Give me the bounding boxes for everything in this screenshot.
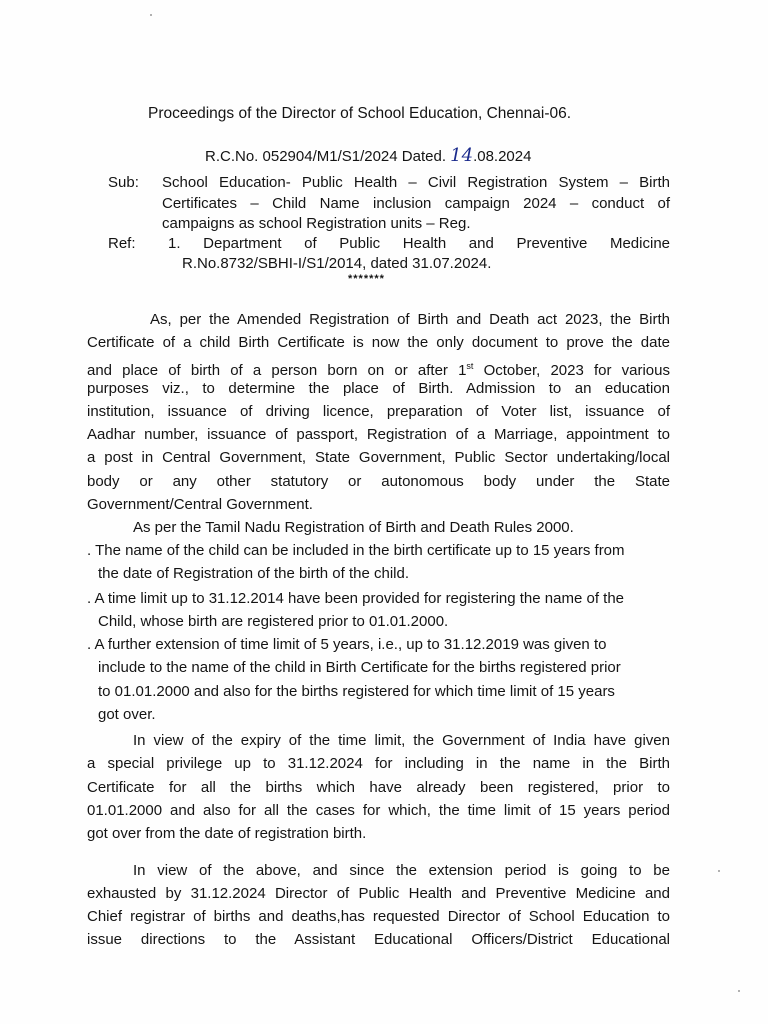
paragraph-line: In view of the above, and since the extension period is going to be	[133, 862, 670, 879]
paragraph-line: body or any other statutory or autonomous body under the State	[87, 473, 670, 490]
paragraph-line: As, per the Amended Registration of Birth and Death act 2023, the Birth	[150, 311, 670, 328]
paragraph-line: In view of the expiry of the time limit, the Government of India have given	[133, 732, 670, 749]
paragraph-line	[87, 356, 670, 381]
superscript: st	[466, 361, 474, 371]
rules-intro: As per the Tamil Nadu Registration of Birth and Death Rules 2000.	[133, 519, 574, 536]
paragraph-line: got over from the date of registration birth.	[87, 825, 367, 842]
subject-line: campaigns as school Registration units – Reg.	[162, 215, 471, 232]
scan-speck	[738, 990, 740, 992]
bullet-line: . A time limit up to 31.12.2014 have been provided for registering the name of the	[87, 590, 625, 607]
paragraph-line: purposes viz., to determine the place of Birth. Admission to an education	[87, 380, 670, 397]
paragraph-line: institution, issuance of driving licence, preparation of Voter list, issuance of	[87, 403, 670, 420]
scan-speck	[150, 14, 152, 16]
bullet-line: to 01.01.2000 and also for the births registered for which time limit of 15 years	[98, 683, 615, 700]
subject-line: School Education- Public Health – Civil Registration System – Birth	[162, 174, 670, 191]
bullet-line: . The name of the child can be included in the birth certificate up to 15 years from	[87, 542, 625, 559]
reference-number	[205, 146, 531, 167]
paragraph-line: Certificate of a child Birth Certificate is now the only document to prove the date	[87, 334, 670, 351]
paragraph-text: and place of birth of a person born on or after 1	[87, 362, 467, 379]
subject-label: Sub:	[108, 174, 139, 191]
document-title: Proceedings of the Director of School Education, Chennai-06.	[148, 105, 572, 122]
rc-number-suffix: .08.2024	[473, 148, 532, 165]
paragraph-line: issue directions to the Assistant Educational Officers/District Educational	[87, 931, 670, 948]
bullet-line: Child, whose birth are registered prior to 01.01.2000.	[98, 613, 449, 630]
paragraph-line: Aadhar number, issuance of passport, Registration of a Marriage, appointment to	[87, 426, 670, 443]
reference-label: Ref:	[108, 235, 136, 252]
handwritten-day: 14	[450, 145, 474, 166]
bullet-line: got over.	[98, 706, 156, 723]
paragraph-line: 01.01.2000 and also for all the cases for which, the time limit of 15 years period	[87, 802, 670, 819]
scan-speck	[718, 870, 720, 872]
paragraph-line: exhausted by 31.12.2024 Director of Public Health and Preventive Medicine and	[87, 885, 670, 902]
bullet-line: . A further extension of time limit of 5 years, i.e., up to 31.12.2019 was given to	[87, 636, 607, 653]
bullet-line: include to the name of the child in Birth Certificate for the births registered prior	[98, 659, 621, 676]
reference-line: R.No.8732/SBHI-I/S1/2014, dated 31.07.2024.	[182, 255, 492, 272]
paragraph-text: October, 2023 for various	[473, 362, 670, 379]
subject-line: Certificates – Child Name inclusion campaign 2024 – conduct of	[162, 195, 670, 212]
paragraph-line: a post in Central Government, State Government, Public Sector undertaking/local	[87, 449, 670, 466]
paragraph-line: Government/Central Government.	[87, 496, 313, 513]
bullet-line: the date of Registration of the birth of the child.	[98, 565, 410, 582]
paragraph-line: a special privilege up to 31.12.2024 for including in the name in the Birth	[87, 755, 670, 772]
reference-line: 1. Department of Public Health and Preventive Medicine	[168, 235, 670, 252]
paragraph-line: Chief registrar of births and deaths,has requested Director of School Education to	[87, 908, 670, 925]
rc-number-prefix: R.C.No. 052904/M1/S1/2024 Dated.	[205, 148, 446, 165]
separator-stars: *******	[348, 273, 385, 285]
paragraph-line: Certificate for all the births which have already been registered, prior to	[87, 779, 670, 796]
